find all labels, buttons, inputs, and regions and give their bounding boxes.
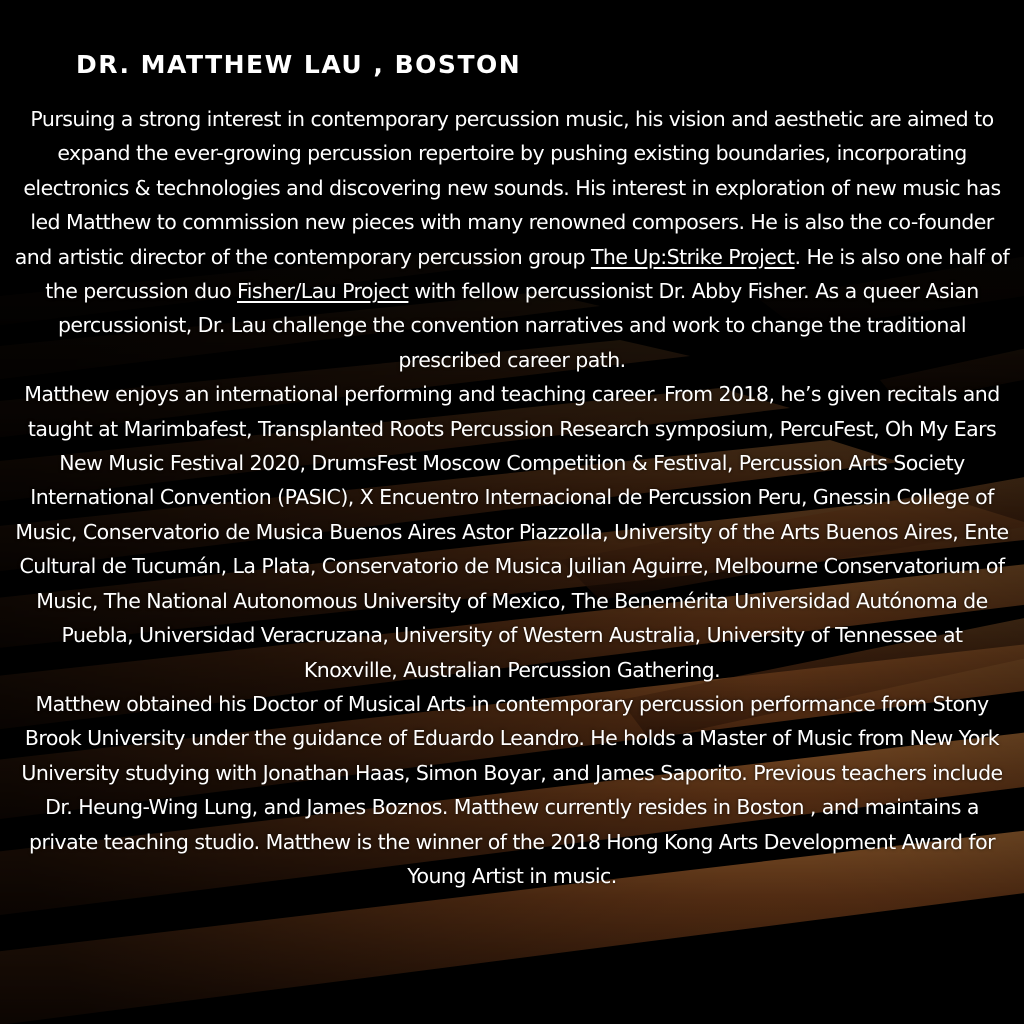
biography-text bbox=[14, 102, 1010, 893]
bio-text: Pursuing a strong interest in contemporary percussion music, his vision and aesthetic are aimed to expand the ever-growing percussion repertoire by pushing existing boundaries, incorporating electronics & technologies and discovering new sounds. His interest in exploration of new music has led Matthew to commission new pieces with many renowned composers. He is also the co-founder and artistic director of the contemporary percussion group bbox=[14, 107, 1001, 269]
up-strike-project-link[interactable]: The Up:Strike Project bbox=[590, 244, 795, 269]
bio-text: . He is also one half of the percussion duo bbox=[45, 244, 1010, 304]
bio-paragraph-1 bbox=[14, 102, 1010, 377]
bio-text: with fellow percussionist Dr. Abby Fisher. As a queer Asian percussionist, Dr. Lau challenge the convention narratives and work to change the traditional prescribed career path. bbox=[57, 279, 979, 372]
bio-paragraph-3: Matthew obtained his Doctor of Musical Arts in contemporary percussion performance from Stony Brook University under the guidance of Eduardo Leandro. He holds a Master of Music from New York University studying with Jonathan Haas, Simon Boyar, and James Saporito. Previous teachers include Dr. Heung-Wing Lung, and James Boznos. Matthew currently resides in Boston , and maintains a private teaching studio. Matthew is the winner of the 2018 Hong Kong Arts Development Award for Young Artist in music. bbox=[21, 691, 1003, 888]
fisher-lau-project-link[interactable]: Fisher/Lau Project bbox=[237, 279, 409, 304]
bio-paragraph-2: Matthew enjoys an international performing and teaching career. From 2018, he’s given recitals and taught at Marimbafest, Transplanted Roots Percussion Research symposium, PercuFest, Oh My Ears New Music Festival 2020, DrumsFest Moscow Competition & Festival, Percussion Arts Society International Convention (PASIC), X Encuentro Internacional de Percussion Peru, Gnessin College of Music, Conservatorio de Musica Buenos Aires Astor Piazzolla, University of the Arts Buenos Aires, Ente Cultural de Tucumán, La Plata, Conservatorio de Musica Juilian Aguirre, Melbourne Conservatorium of Music, The National Autonomous University of Mexico, The Benemérita Universidad Autónoma de Puebla, Universidad Veracruzana, University of Western Australia, University of Tennessee at Knoxville, Australian Percussion Gathering. bbox=[15, 382, 1009, 682]
page-title: DR. MATTHEW LAU , BOSTON bbox=[76, 50, 522, 79]
